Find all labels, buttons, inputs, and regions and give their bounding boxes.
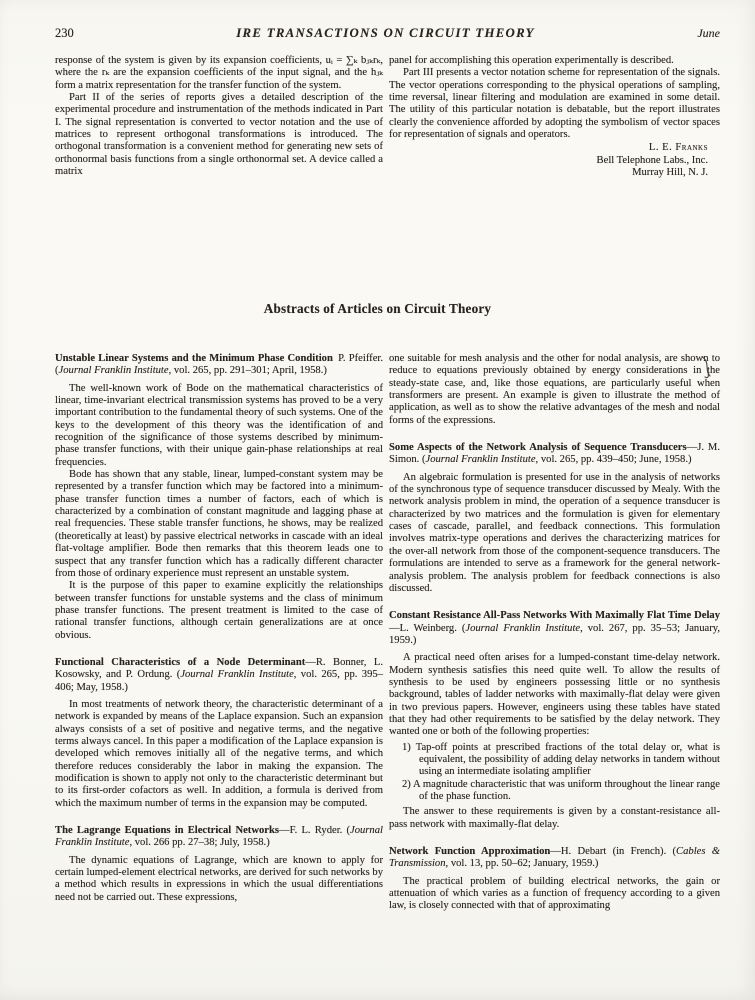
abstract-heading: [389, 610, 720, 647]
abstract-citation: , vol. 265, pp. 291–301; April, 1958.): [168, 365, 327, 377]
abstract-entry: [55, 353, 383, 642]
abstract-journal: Journal Franklin Institute: [180, 669, 294, 681]
abstract-entry: [55, 657, 383, 810]
abstract-journal: Journal Franklin Institute: [465, 622, 581, 634]
top-right-column: [389, 55, 720, 179]
abstracts-left-column: [55, 353, 383, 904]
continuation-paragraph: one suitable for mesh analysis and the other for nodal analysis, are shown to reduce to equations previously obtained by energy considerations in the steady-state case, and, like those equations, are particularly useful when transformers are present. An example is given to illustrate the method of application, as well as to show the relative advantages of the mesh and nodal forms of the expressions.: [389, 353, 720, 426]
signature-location: Murray Hill, N. J.: [632, 167, 708, 179]
page-header: [55, 26, 720, 41]
abstract-byline: —L. Weinberg. (: [389, 622, 466, 634]
list-item: [389, 742, 720, 779]
abstract-heading: [55, 657, 383, 694]
section-heading: Abstracts of Articles on Circuit Theory: [263, 301, 492, 316]
list-item-number: 2): [402, 778, 411, 790]
body-paragraph: A practical need often arises for a lumped-constant time-delay network. Modern synthesis satisfies this need quite well. To allow the results of synthesis to be used by engineers possessing little or no synthesis background, tables of ladder networks with maximally-flat delay were given in two previous papers. However, engineers using these tables have stated that they had other requirements to be satisfied by the delay network. They wanted one or both of the following properties:: [389, 652, 720, 738]
body-paragraph: Bode has shown that any stable, linear, lumped-constant system may be represented by a transfer function which may be factored into a minimum-phase transfer function times a number of factors, each of which is characterized by a combination of constant magnitude and lagging phase at real frequencies. These stable transfer functions, he shows, may be realized (theoretically at least) by passive electrical networks in cascade with an ideal flat-voltage amplifier. Bode then remarks that this theorem leads one to suspect that any transfer function which has a radically different character from those of ordinary experience must represent an unstable system.: [55, 469, 383, 579]
abstracts-right-column: [389, 353, 720, 913]
abstract-journal: Journal Franklin Institute: [58, 365, 169, 377]
page-number: 230: [55, 26, 74, 40]
abstract-byline: —R. Bonner, L. Kosowsky, and P. Ordung. (: [55, 656, 383, 681]
abstract-title: The Lagrange Equations in Electrical Networks: [55, 825, 279, 837]
body-paragraph: The well-known work of Bode on the mathematical characteristics of linear, time-invariant electrical transmission systems has proved to be a very important contribution to the fundamental theory of such systems. One of the keys to the development of this theory was the identification of and recognition of the significance of those systems described by minimum-phase transfer functions, with their unique gain-phase relationships at real frequencies.: [55, 382, 383, 468]
abstract-title: Constant Resistance All-Pass Networks With Maximally Flat Time Delay: [389, 610, 720, 622]
abstract-journal: Journal Franklin Institute: [425, 454, 536, 466]
list-item: [389, 779, 720, 804]
abstract-title: Some Aspects of the Network Analysis of Sequence Transducers: [389, 442, 687, 454]
author-signature: [389, 142, 720, 179]
journal-title: IRE TRANSACTIONS ON CIRCUIT THEORY: [236, 26, 535, 40]
list-item-text: A magnitude characteristic that was uniform throughout the linear range of the phase function.: [413, 778, 720, 802]
abstract-byline: —H. Debart (in French). (: [550, 846, 677, 858]
body-paragraph: The dynamic equations of Lagrange, which are known to apply for certain lumped-element electrical networks, are derived for such networks by a method which results in expressions in which the usual differentiations need not be carried out. These expressions,: [55, 854, 383, 903]
body-paragraph: panel for accomplishing this operation experimentally is described.: [389, 55, 674, 66]
body-paragraph: Part III presents a vector notation scheme for representation of the signals. The vector operations corresponding to the physical operations of sampling, time reversal, linear filtering and modulation are examined in some detail. The utility of this particular notation is debatable, but the report illustrates clearly the convenience afforded by adopting the symbolism of vector spaces for representation of signals and operators.: [389, 67, 720, 141]
abstract-citation: , vol. 265, pp. 439–450; June, 1958.): [535, 454, 692, 466]
signature-name: L. E. Franks: [648, 142, 708, 154]
abstract-journal: Journal Franklin Institute: [55, 825, 383, 849]
abstract-byline: —J. M. Simon. (: [389, 442, 720, 466]
abstract-citation: , vol. 265, pp. 395–406; May, 1958.): [55, 669, 383, 693]
body-paragraph: It is the purpose of this paper to examine explicitly the relationships between transfer functions for unstable systems and the class of minimum phase transfer functions. The present treatment is limited to the case of rational transfer functions, although certain generalizations are at once obvious.: [55, 580, 383, 641]
abstract-heading: [389, 442, 720, 467]
abstract-title: Unstable Linear Systems and the Minimum Phase Condition: [55, 353, 333, 364]
abstract-citation: , vol. 13, pp. 50–62; January, 1959.): [445, 858, 599, 870]
abstract-entry: [389, 442, 720, 595]
body-paragraph: The answer to these requirements is given by a constant-resistance all-pass network with maximally-flat delay.: [389, 806, 720, 830]
abstract-title: Network Function Approximation: [389, 846, 551, 858]
list-item-number: 1): [402, 741, 411, 753]
abstract-heading: [55, 825, 383, 850]
abstract-heading: [389, 846, 720, 871]
abstract-entry: [389, 610, 720, 831]
abstract-byline: P. Pfeiffer. (: [55, 353, 383, 377]
signature-affiliation: Bell Telephone Labs., Inc.: [596, 154, 708, 166]
issue-month: June: [697, 26, 720, 40]
abstract-citation: , vol. 267, pp. 35–53; January, 1959.): [389, 622, 720, 646]
abstract-entry: [389, 846, 720, 913]
abstract-heading: [55, 353, 383, 378]
pen-mark-icon: [699, 355, 717, 385]
numbered-list: [389, 742, 720, 804]
body-paragraph: In most treatments of network theory, the characteristic determinant of a network is expanded by means of the Laplace expansion. Such an expansion always consists of a set of positive and negative terms, and the negative terms always cancel. In this paper a modification of the Laplace expansion is developed which removes initially all of the negative terms, and which therefore reduces considerably the labor in making the expansion. The modification is shown to apply not only to the characteristic determinant but to its first-order cofactors as well. In addition, a formula is derived from which the maximum number of terms in the expansion may be computed.: [55, 698, 383, 809]
body-paragraph: An algebraic formulation is presented for use in the analysis of networks of the synchronous type of sequence transducer discussed by Mealy. With the network analysis problem in mind, the operation of a sequence transducer is characterized by two matrices and the formulation is given for elementary cases of cascade, parallel, and feedback connections. This formulation involves matrix-type operations and derives the characterizing matrices for the over-all network from those of the component-sequence transducers. The formulations are intended to serve as a framework for the general network-analysis problem. The analysis problem for feedback connections is also discussed.: [389, 471, 720, 594]
abstract-citation: , vol. 266 pp. 27–38; July, 1958.): [129, 837, 270, 849]
abstract-entry: [55, 825, 383, 904]
body-paragraph: response of the system is given by its expansion coefficients, uᵢ = ∑ₖ bⱼₖrₖ, where the rₖ are the expansion coefficients of the input signal, and the hⱼₖ form a matrix representation for the transfer function of the system.: [55, 55, 383, 91]
abstract-title: Functional Characteristics of a Node Determinant: [55, 656, 306, 668]
list-item-text: Tap-off points at prescribed fractions of the total delay or, what is equivalent, the possibility of adding delay networks in tandem without using an intermediate isolating amplifier: [415, 741, 720, 778]
abstract-journal: Cables & Transmission: [389, 846, 720, 870]
abstract-byline: —F. L. Ryder. (: [278, 825, 351, 837]
body-paragraph: Part II of the series of reports gives a detailed description of the experimental procedure and instrumentation of the methods indicated in Part I. The signal representation is converted to vector notation and the use of matrices to represent orthogonal transformations is introduced. The orthogonal transformation is a convenient method for generating new sets of orthonormal basis functions from a single orthonormal set. A device called a matrix: [55, 92, 383, 178]
top-left-column: [55, 55, 383, 178]
body-paragraph: The practical problem of building electrical networks, the gain or attenuation of which varies as a function of frequency according to a given law, is closely connected with that of approximating: [389, 875, 720, 912]
